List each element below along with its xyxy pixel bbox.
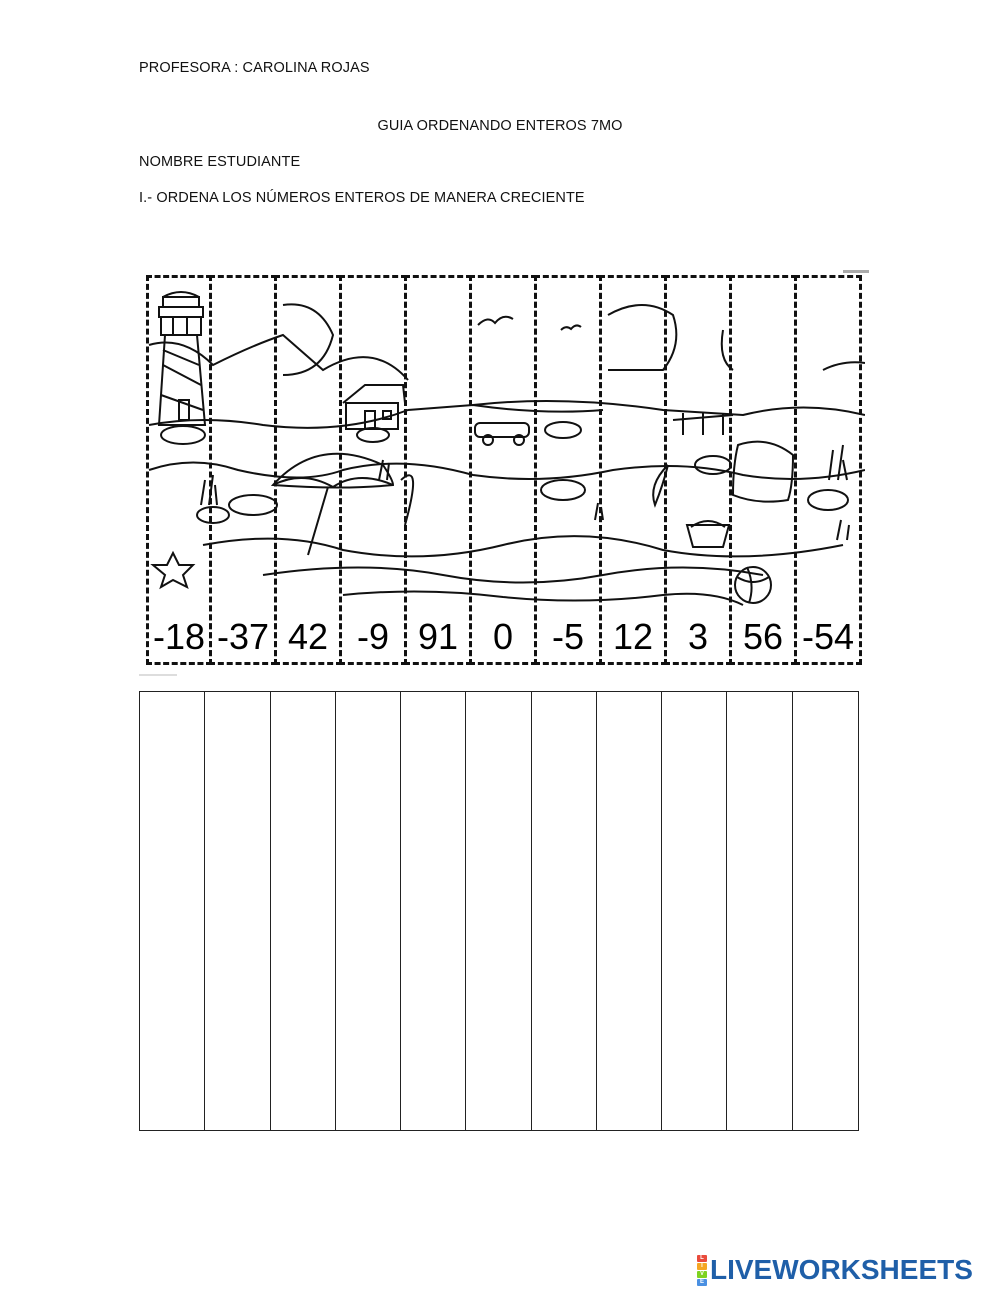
puzzle-strip (339, 275, 407, 665)
liveworksheets-logo (697, 1252, 973, 1288)
strip-number: -18 (152, 616, 206, 657)
puzzle-strip (664, 275, 732, 665)
instruction-text: I.- ORDENA LOS NÚMEROS ENTEROS DE MANERA CRECIENTE (139, 190, 585, 206)
strip-number: -37 (216, 616, 270, 657)
strip-number: 0 (492, 616, 514, 657)
teacher-name: PROFESORA : CAROLINA ROJAS (139, 60, 370, 76)
answer-drop-cell[interactable] (727, 692, 792, 1130)
strip-number: -5 (551, 616, 584, 657)
answer-grid (139, 691, 859, 1131)
logo-letter: E (697, 1279, 707, 1286)
answer-drop-cell[interactable] (271, 692, 336, 1130)
answer-drop-cell[interactable] (793, 692, 858, 1130)
strip-number: -9 (356, 616, 389, 657)
answer-drop-cell[interactable] (597, 692, 662, 1130)
logo-letter: V (697, 1271, 707, 1278)
student-name-label: NOMBRE ESTUDIANTE (139, 154, 301, 170)
answer-drop-cell[interactable] (532, 692, 597, 1130)
strip-number: 3 (687, 616, 709, 657)
answer-drop-cell[interactable] (662, 692, 727, 1130)
logo-letter: L (697, 1255, 707, 1262)
logo-text: LIVEWORKSHEETS (710, 1254, 973, 1285)
puzzle-strip (534, 275, 602, 665)
puzzle-strip (599, 275, 667, 665)
answer-drop-cell[interactable] (140, 692, 205, 1130)
puzzle-image (143, 275, 865, 670)
puzzle-strip (469, 275, 537, 665)
answer-drop-cell[interactable] (336, 692, 401, 1130)
strip-number: 91 (417, 616, 459, 657)
strip-number: -54 (801, 616, 855, 657)
strip-number: 56 (742, 616, 784, 657)
puzzle-strip (404, 275, 472, 665)
puzzle-strip (146, 275, 212, 665)
strip-number: 12 (612, 616, 654, 657)
logo-letter: I (697, 1263, 707, 1270)
scan-mark (139, 674, 177, 676)
strip-number: 42 (287, 616, 329, 657)
puzzle-strip (209, 275, 277, 665)
answer-drop-cell[interactable] (205, 692, 270, 1130)
puzzle-strip (274, 275, 342, 665)
logo-icon (697, 1255, 707, 1286)
puzzle-strip (729, 275, 797, 665)
answer-drop-cell[interactable] (401, 692, 466, 1130)
worksheet-title: GUIA ORDENANDO ENTEROS 7MO (377, 118, 623, 134)
scan-mark (843, 270, 869, 273)
answer-drop-cell[interactable] (466, 692, 531, 1130)
puzzle-strip (794, 275, 862, 665)
